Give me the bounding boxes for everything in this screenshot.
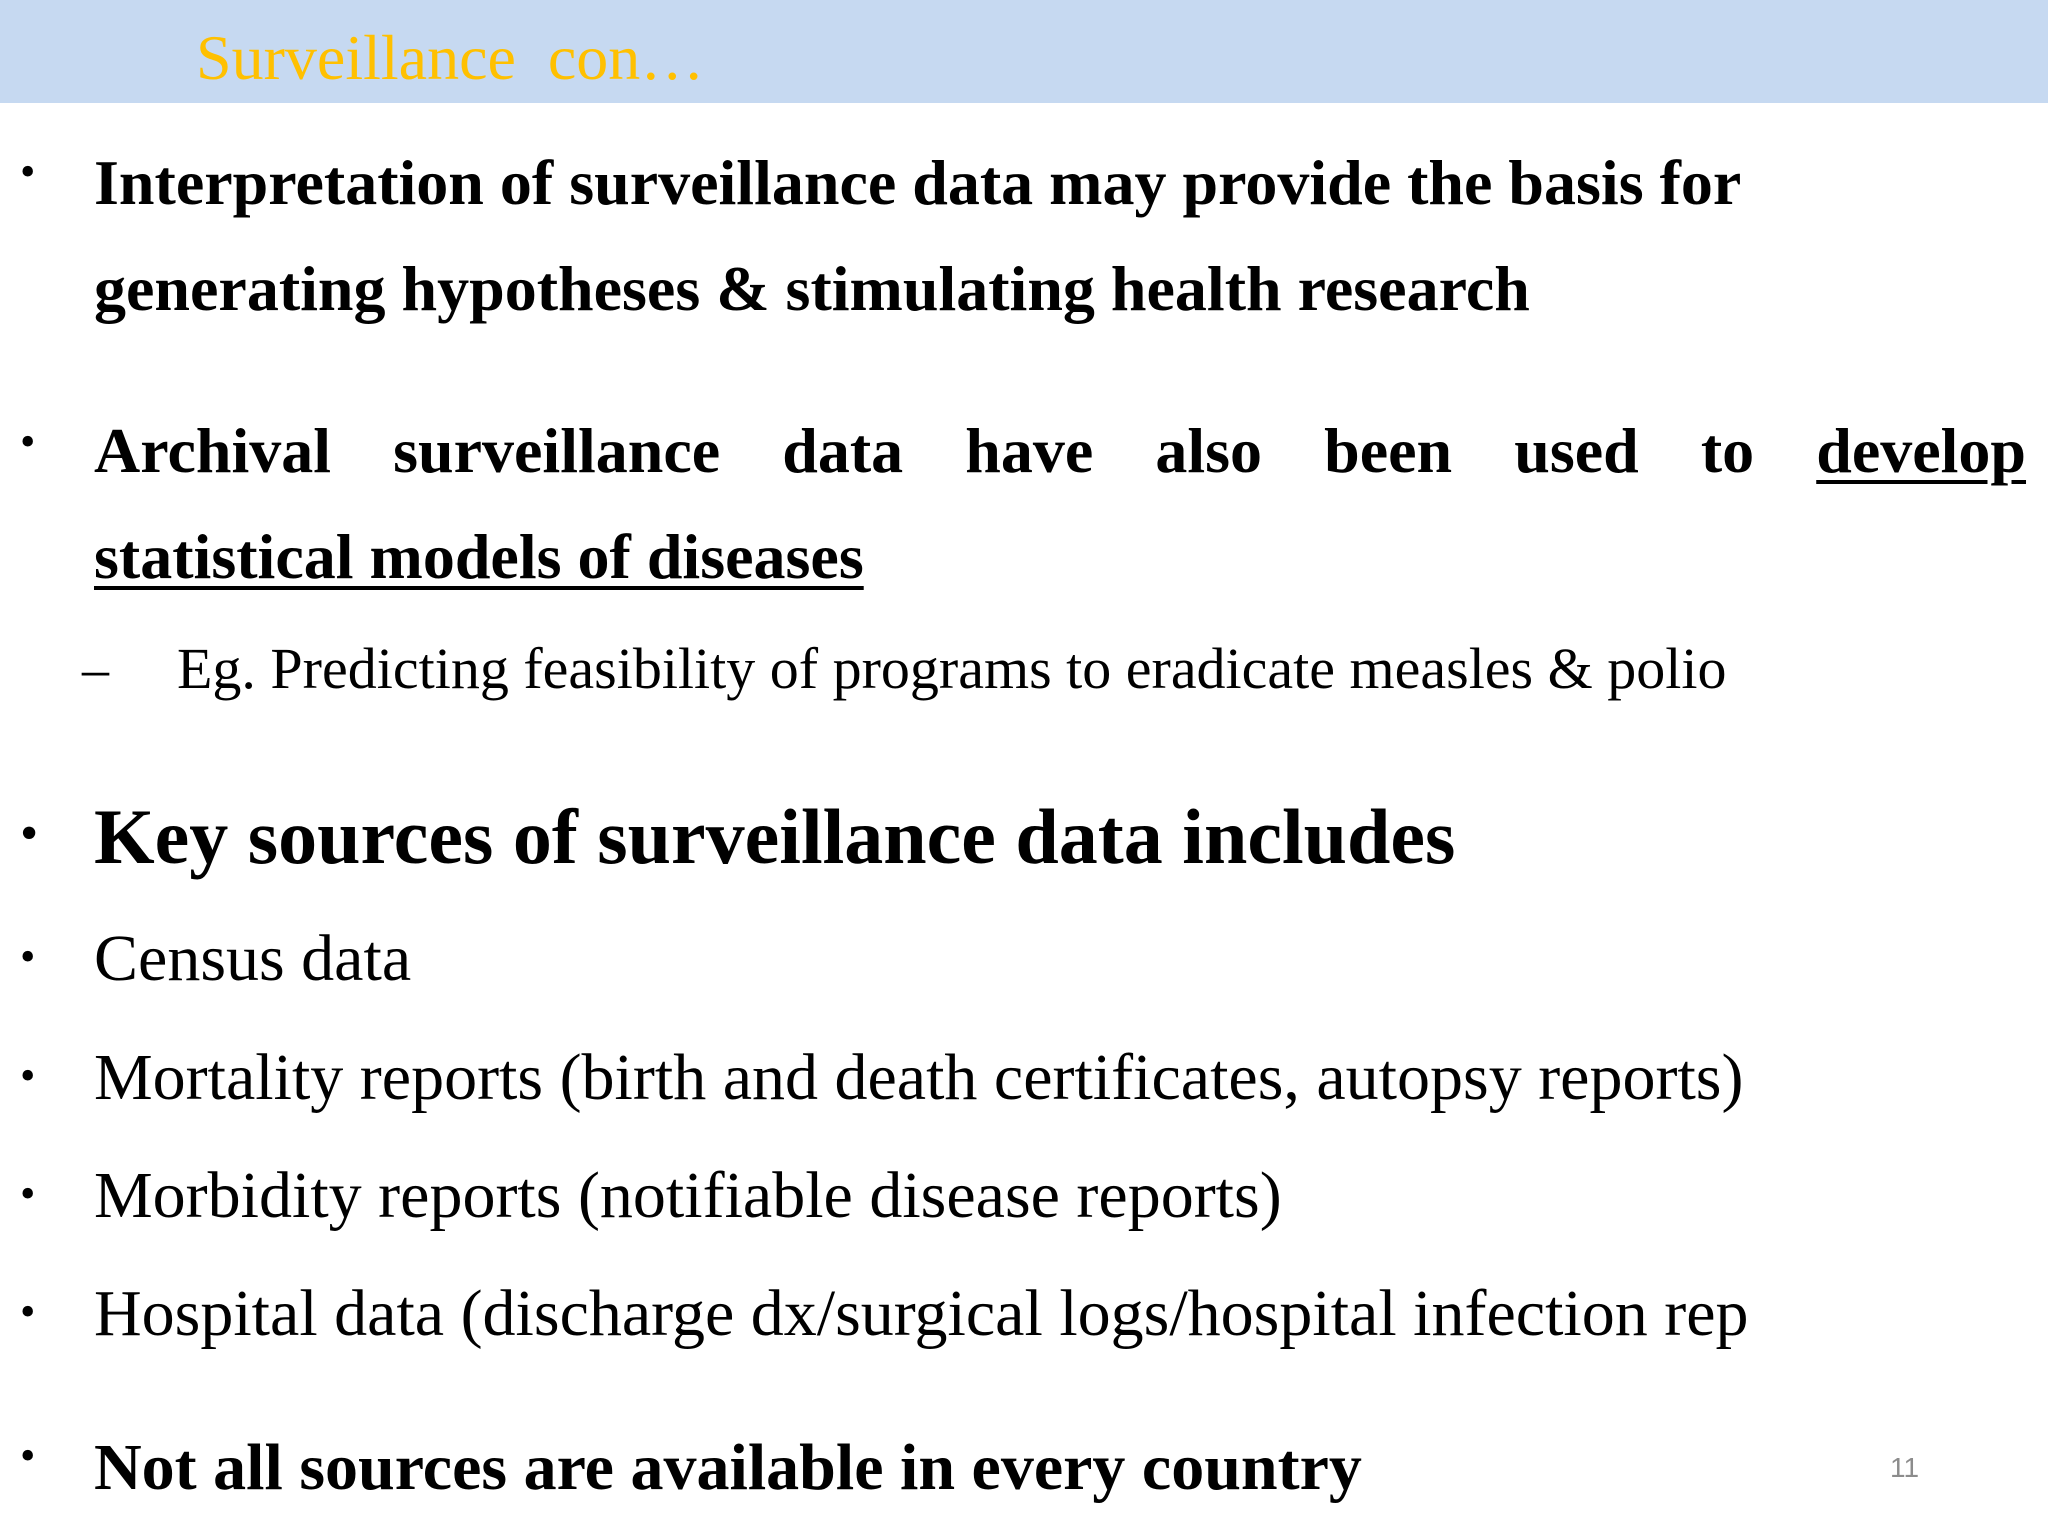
bullet-2-text: Archival surveillance data have also been used to <box>94 415 1755 486</box>
bullet-6-text: Morbidity reports (notifiable disease reports) <box>94 1159 1282 1232</box>
bullet-icon: • <box>20 1287 36 1336</box>
bullet-icon: • <box>20 147 36 196</box>
bullet-icon: • <box>20 805 39 862</box>
bullet-2-underlined-text: statistical models of diseases <box>94 521 864 592</box>
bullet-4-text: Census data <box>94 922 412 995</box>
bullet-icon: • <box>20 1051 36 1100</box>
bullet-icon: • <box>20 932 36 981</box>
bullet-2-line-2 <box>94 517 2024 597</box>
page-number: 11 <box>1890 1452 1920 1483</box>
sub-bullet-text: Eg. Predicting feasibility of programs to eradicate measles & polio <box>177 636 1727 701</box>
slide-title: Surveillance con… <box>196 22 705 93</box>
bullet-2-line-1 <box>94 411 2026 491</box>
title-bar <box>0 0 2048 103</box>
bullet-icon: • <box>20 1169 36 1218</box>
bullet-1-line-2: generating hypotheses & stimulating health research <box>94 253 1530 324</box>
bullet-8-text: Not all sources are available in every country <box>94 1431 1362 1504</box>
bullet-5-text: Mortality reports (birth and death certificates, autopsy reports) <box>94 1041 1744 1114</box>
bullet-icon: • <box>20 1431 36 1480</box>
bullet-3-heading: Key sources of surveillance data includes <box>94 793 1456 880</box>
bullet-1-line-1: Interpretation of surveillance data may provide the basis for <box>94 147 1742 218</box>
bullet-7-text: Hospital data (discharge dx/surgical logs/hospital infection rep <box>94 1277 1749 1350</box>
bullet-2-underlined-text: develop <box>1816 415 2027 486</box>
dash-icon: – <box>82 639 109 699</box>
bullet-icon: • <box>20 417 36 466</box>
